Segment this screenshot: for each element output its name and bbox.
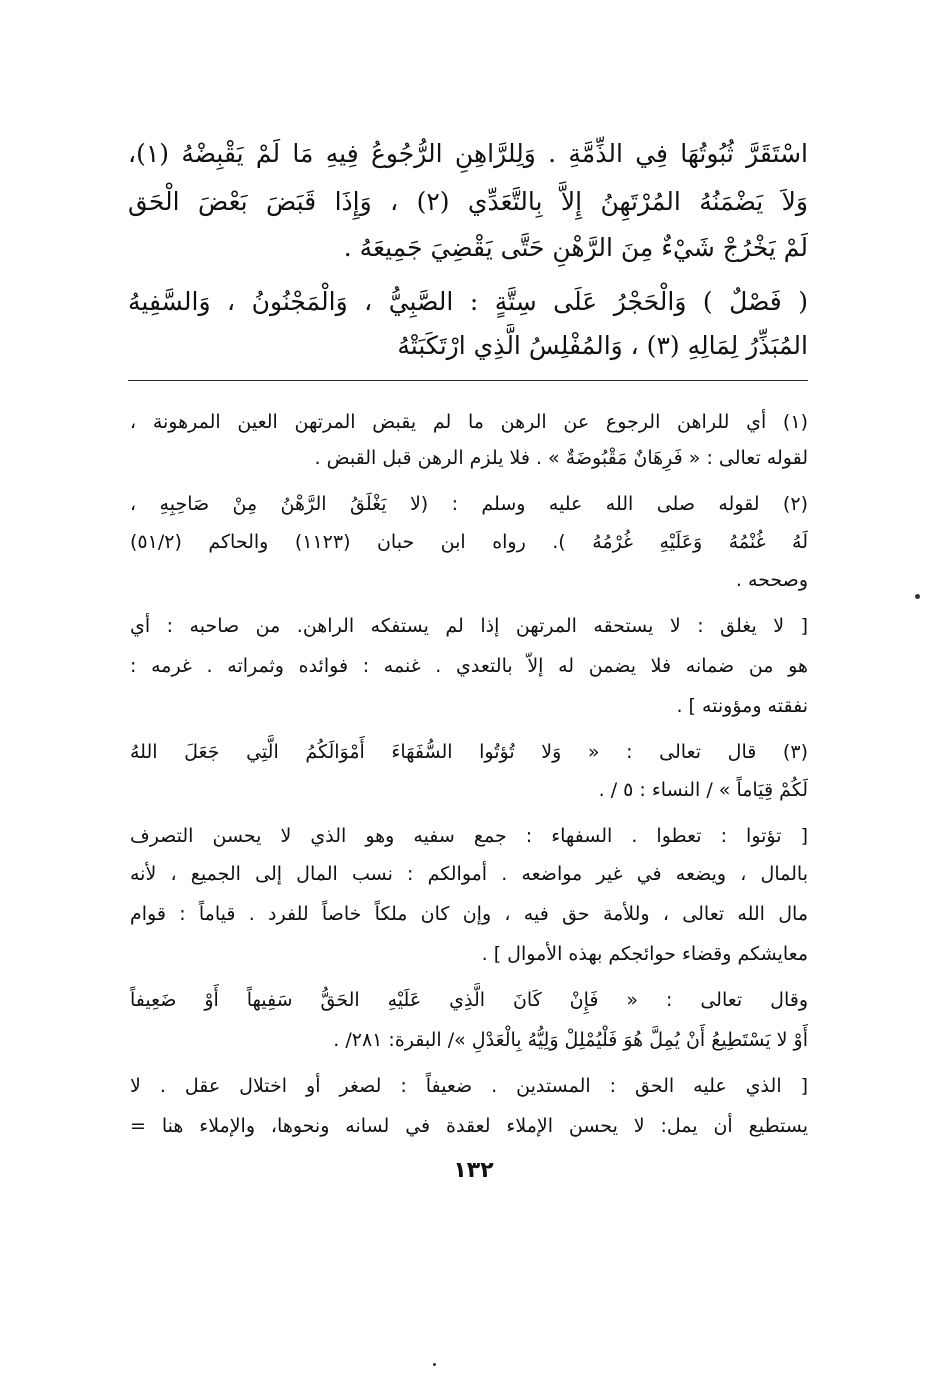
- scan-speck: [915, 594, 920, 599]
- footnote-line: لقوله تعالى : « فَرِهَانٌ مَقْبُوضَةٌ » . فلا يلزم الرهن قبل القبض .: [314, 447, 808, 469]
- page-number: ١٣٢: [453, 1158, 494, 1183]
- footnote-separator: [128, 380, 808, 381]
- footnote-line: معايشكم وقضاء حوائجكم بهذه الأموال ] .: [481, 943, 808, 965]
- footnote-line: أَوْ لا يَسْتَطِيعُ أَنْ يُمِلَّ هُوَ فَلْيُمْلِلْ وَلِيُّهُ بِالْعَدْلِ »/ البقرة: ٢٨١/ .: [333, 1029, 808, 1051]
- footnote-line: لَكُمْ قِيَاماً » / النساء : ٥ / .: [598, 779, 808, 801]
- main-text-line: لَمْ يَخْرُجْ شَيْءٌ مِنَ الرَّهْنِ حَتَّى يَقْضِيَ جَمِيعَهُ .: [343, 233, 808, 262]
- footnote-line: هو من ضمانه فلا يضمن له إلاّ بالتعدي . غنمه : فوائده وثمراته . غرمه :: [130, 655, 808, 677]
- footnote-line: (٣) قال تعالى : « وَلا تُؤتُوا السُّفَهَاءَ أَمْوَالَكُمُ الَّتِي جَعَلَ اللهُ: [130, 741, 808, 763]
- main-text-line: ( فَصْلٌ ) وَالْحَجْرُ عَلَى سِتَّةٍ : الصَّبِيُّ ، وَالْمَجْنُونُ ، وَالسَّفِيهُ: [128, 287, 808, 316]
- footnote-line: [ تؤتوا : تعطوا . السفهاء : جمع سفيه وهو الذي لا يحسن التصرف: [130, 825, 808, 847]
- main-text-line: وَلاَ يَضْمَنُهُ المُرْتَهِنُ إِلاَّ بِالتَّعَدِّي (٢) ، وَإِذَا قَبَضَ بَعْضَ الْحَق: [128, 187, 808, 216]
- footnote-line: وقال تعالى : « فَإِنْ كَانَ الَّذِي عَلَيْهِ الحَقُّ سَفِيهاً أَوْ ضَعِيفاً: [130, 989, 808, 1011]
- footnote-line: يستطيع أن يمل: لا يحسن الإملاء لعقدة في لسانه ونحوها، والإملاء هنا =: [130, 1115, 808, 1137]
- footnote-line: [ لا يغلق : لا يستحقه المرتهن إذا لم يستفكه الراهن. من صاحبه : أي: [130, 615, 808, 637]
- footnote-line: بالمال ، ويضعه في غير مواضعه . أموالكم : نسب المال إلى الجميع ، لأنه: [130, 863, 808, 885]
- footnote-line: (٢) لقوله صلى الله عليه وسلم : (لا يَغْلَقُ الرَّهْنُ مِنْ صَاحِبِهِ ،: [130, 493, 808, 515]
- footnote-line: نفقته ومؤونته ] .: [676, 695, 808, 717]
- footnote-line: وصححه .: [735, 569, 808, 591]
- footnote-line: لَهُ غُنْمُهُ وَعَلَيْهِ غُرْمُهُ ). رواه ابن حبان (١١٢٣) والحاكم (٥١/٢): [130, 531, 808, 553]
- footnote-line: مال الله تعالى ، وللأمة حق فيه ، وإن كان ملكاً خاصاً للفرد . قياماً : قوام: [130, 903, 808, 925]
- main-text-line: المُبَذِّرُ لِمَالِهِ (٣) ، وَالمُفْلِسُ الَّذِي ارْتَكَبَتْهُ: [397, 331, 808, 360]
- footnote-line: (١) أي للراهن الرجوع عن الرهن ما لم يقبض المرتهن العين المرهونة ،: [130, 411, 808, 433]
- scan-speck: [433, 1363, 436, 1366]
- footnote-line: [ الذي عليه الحق : المستدين . ضعيفاً : لصغر أو اختلال عقل . لا: [130, 1075, 808, 1097]
- main-text-line: اسْتَقَرَّ ثُبُوتُهَا فِي الذِّمَّةِ . وَلِلرَّاهِنِ الرُّجُوعُ فِيهِ مَا لَمْ يَقْبِضْهُ (١)،: [128, 139, 808, 168]
